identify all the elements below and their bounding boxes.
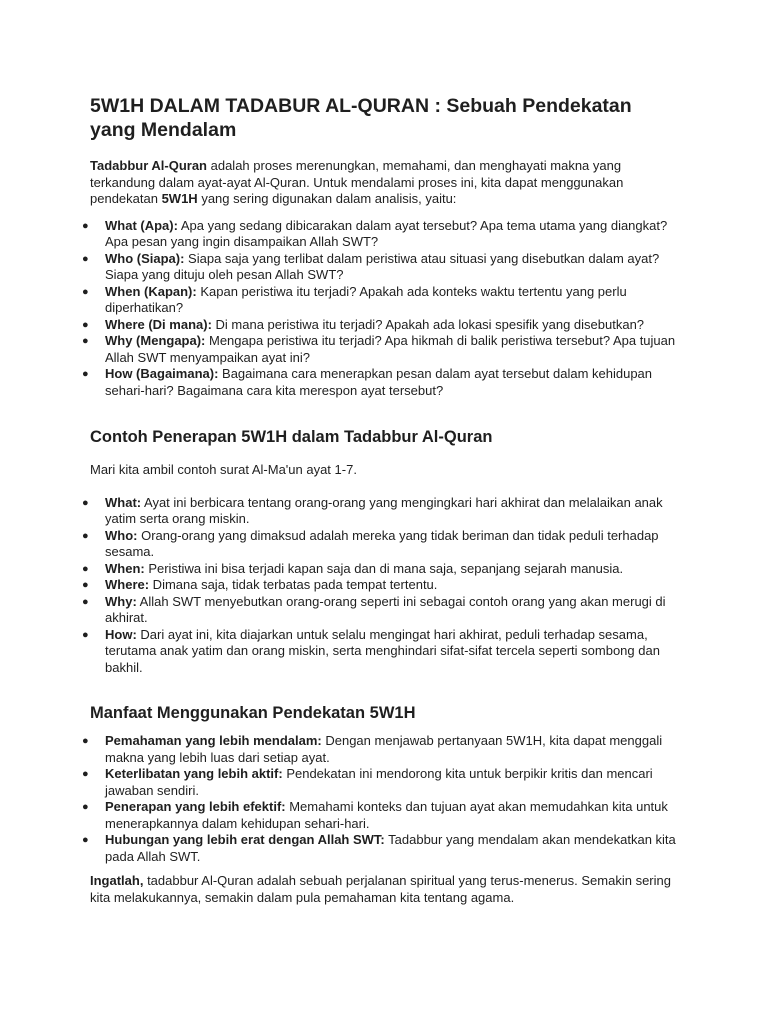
list-item-text: Kapan peristiwa itu terjadi? Apakah ada konteks waktu tertentu yang perlu diperhatikan? xyxy=(105,283,627,315)
list-item xyxy=(82,527,680,561)
list-item-term: How (Bagaimana): xyxy=(105,366,219,381)
bullet-icon: ● xyxy=(82,368,89,380)
bullet-icon: ● xyxy=(82,579,89,591)
bullet-icon: ● xyxy=(82,562,89,575)
list-item-text: Siapa saja yang terlibat dalam peristiwa atau situasi yang disebutkan dalam ayat? Siapa yang dituju oleh pesan Allah SWT? xyxy=(105,250,660,282)
bullet-icon: ● xyxy=(82,285,89,298)
list-item-term: Why: xyxy=(105,593,137,609)
closing-paragraph xyxy=(90,873,680,906)
intro-text-2: yang sering digunakan dalam analisis, yaitu: xyxy=(197,191,457,206)
list-item-term: What (Apa): xyxy=(105,217,178,233)
list-item-term: Pemahaman yang lebih mendalam: xyxy=(105,733,322,748)
list-item xyxy=(82,560,680,578)
list-item-text: Dengan menjawab pertanyaan 5W1H, kita dapat menggali makna yang lebih luas dari setiap ayat. xyxy=(105,733,663,765)
bullet-icon: ● xyxy=(82,529,89,542)
bullet-icon: ● xyxy=(82,834,89,846)
list-item-text: Peristiwa ini bisa terjadi kapan saja dan di mana saja, sepanjang sejarah manusia. xyxy=(144,560,624,576)
list-item xyxy=(82,593,680,627)
list-item xyxy=(82,733,680,766)
list-item xyxy=(82,333,680,366)
list-item-term: When: xyxy=(105,560,145,576)
list-item xyxy=(82,217,680,251)
list-item-text: Apa yang sedang dibicarakan dalam ayat tersebut? Apa tema utama yang diangkat? Apa pesan yang ingin disampaikan Allah SWT? xyxy=(105,217,668,249)
list-item xyxy=(82,316,680,334)
list-item xyxy=(82,626,680,677)
list-item-text: Allah SWT menyebutkan orang-orang seperti ini sebagai contoh orang yang akan merugi di akhirat. xyxy=(105,593,666,625)
list-item xyxy=(82,250,680,284)
list-item xyxy=(82,283,680,317)
list-item-term: Who (Siapa): xyxy=(105,250,185,266)
bullet-icon: ● xyxy=(82,768,89,780)
list-item-term: Who: xyxy=(105,527,138,543)
list-item-text: Ayat ini berbicara tentang orang-orang yang mengingkari hari akhirat dan melalaikan anak yatim serta orang miskin. xyxy=(105,494,663,526)
list-item-text: Orang-orang yang dimaksud adalah mereka yang tidak beriman dan tidak peduli terhadap sesama. xyxy=(105,527,659,559)
intro-bold-term: Tadabbur Al-Quran xyxy=(90,158,207,173)
bullet-icon: ● xyxy=(82,735,89,747)
bullet-icon: ● xyxy=(82,801,89,813)
list-item xyxy=(82,366,680,399)
list-item-term: Where: xyxy=(105,577,150,592)
benefits-list xyxy=(82,733,680,865)
list-item-term: Where (Di mana): xyxy=(105,316,212,332)
list-item-text: Bagaimana cara menerapkan pesan dalam ayat tersebut dalam kehidupan sehari-hari? Bagaimana cara kita merespon ayat tersebut? xyxy=(105,366,653,398)
document-page xyxy=(82,94,680,906)
bullet-icon: ● xyxy=(82,628,89,641)
intro-text-1: adalah proses merenungkan, memahami, dan menghayati makna yang terkandung dalam ayat-ayat Al-Quran. Untuk mendalami proses ini, kita dapat menggunakan pendekatan xyxy=(90,158,624,206)
list-item-term: Hubungan yang lebih erat dengan Allah SWT: xyxy=(105,832,385,847)
intro-bold-5w1h: 5W1H xyxy=(161,191,198,206)
benefits-heading: Manfaat Menggunakan Pendekatan 5W1H xyxy=(90,704,416,722)
list-item-term: Keterlibatan yang lebih aktif: xyxy=(105,766,283,781)
list-item xyxy=(82,494,680,528)
bullet-icon: ● xyxy=(82,252,89,265)
example-list xyxy=(82,494,680,677)
list-item-text: Dari ayat ini, kita diajarkan untuk selalu mengingat hari akhirat, peduli terhadap sesama, terutama anak yatim dan orang miskin, serta menghindari sifat-sifat tercela seperti sombong dan bakhil. xyxy=(105,626,660,675)
bullet-icon: ● xyxy=(82,595,89,608)
bullet-icon: ● xyxy=(82,219,89,232)
list-item-text: Memahami konteks dan tujuan ayat akan memudahkan kita untuk menerapkannya dalam kehidupan sehari-hari. xyxy=(105,799,668,831)
example-heading: Contoh Penerapan 5W1H dalam Tadabbur Al-Quran xyxy=(90,428,493,446)
list-item xyxy=(82,799,680,832)
bullet-icon: ● xyxy=(82,318,89,331)
list-item-term: What: xyxy=(105,494,142,510)
list-item-term: Why (Mengapa): xyxy=(105,333,206,348)
list-item-text: Tadabbur yang mendalam akan mendekatkan kita pada Allah SWT. xyxy=(105,832,676,864)
list-item xyxy=(82,577,680,594)
list-item xyxy=(82,766,680,799)
closing-text: tadabbur Al-Quran adalah sebuah perjalanan spiritual yang terus-menerus. Semakin sering kita melakukannya, semakin dalam pula pemahaman kita tentang agama. xyxy=(90,873,671,905)
list-item-text: Dimana saja, tidak terbatas pada tempat tertentu. xyxy=(149,577,438,592)
list-item-text: Pendekatan ini mendorong kita untuk berpikir kritis dan mencari jawaban sendiri. xyxy=(105,766,653,798)
list-item-term: Penerapan yang lebih efektif: xyxy=(105,799,286,814)
list-item-term: How: xyxy=(105,626,137,642)
example-intro: Mari kita ambil contoh surat Al-Ma'un ayat 1-7. xyxy=(90,462,357,477)
bullet-icon: ● xyxy=(82,335,89,347)
closing-bold-term: Ingatlah, xyxy=(90,873,144,888)
list-item-text: Mengapa peristiwa itu terjadi? Apa hikmah di balik peristiwa tersebut? Apa tujuan Allah SWT menyampaikan ayat ini? xyxy=(105,333,676,365)
intro-paragraph xyxy=(90,158,680,208)
questions-list xyxy=(82,217,680,400)
list-item-term: When (Kapan): xyxy=(105,283,197,299)
document-title: 5W1H DALAM TADABUR AL-QURAN : Sebuah Pendekatan yang Mendalam xyxy=(90,95,632,141)
bullet-icon: ● xyxy=(82,496,89,509)
list-item xyxy=(82,832,680,865)
list-item-text: Di mana peristiwa itu terjadi? Apakah ada lokasi spesifik yang disebutkan? xyxy=(211,316,645,332)
